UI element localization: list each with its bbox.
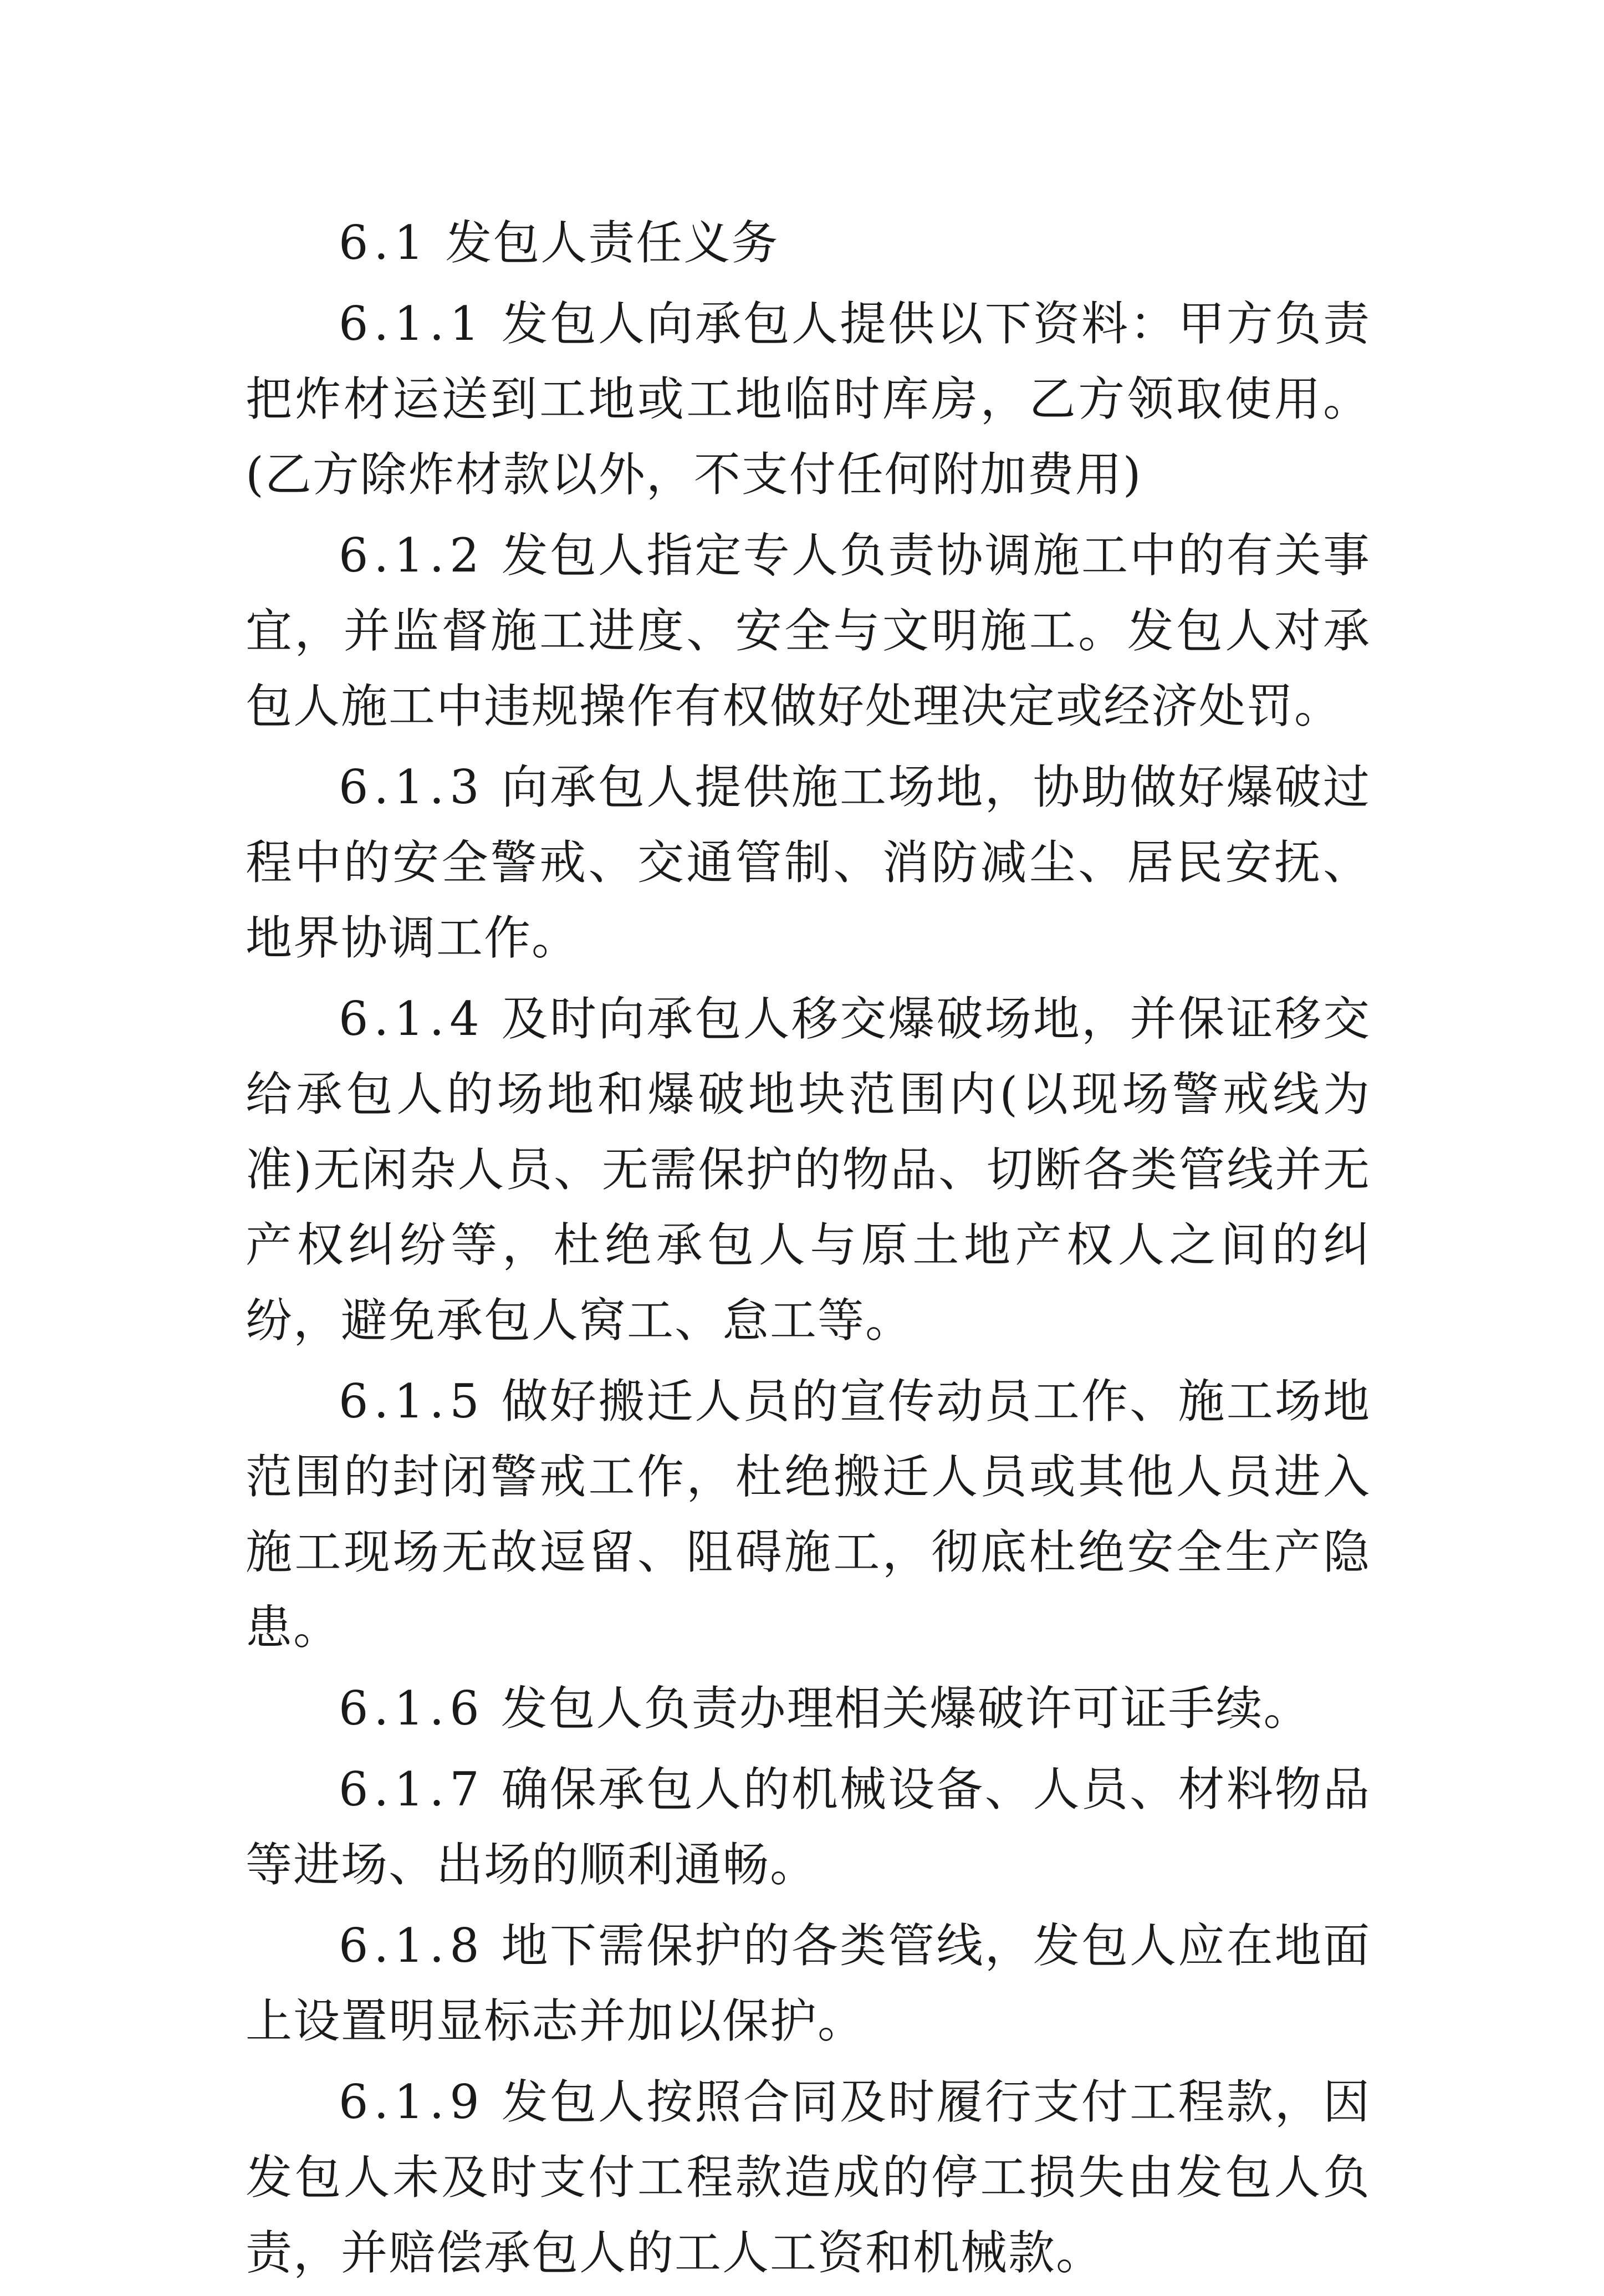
section-heading bbox=[246, 205, 1371, 280]
clause-text: 发包人指定专人负责协调施工中的有关事宜，并监督施工进度、安全与文明施工。发包人对承包人施工中违规操作有权做好处理决定或经济处罚。 bbox=[246, 528, 1371, 733]
clause-number: 6.1.1 bbox=[339, 297, 485, 351]
clause-text: 确保承包人的机械设备、人员、材料物品等进场、出场的顺利通畅。 bbox=[246, 1762, 1371, 1892]
clause-paragraph bbox=[246, 1364, 1371, 1665]
clause-paragraph bbox=[246, 981, 1371, 1358]
clause-paragraph bbox=[246, 749, 1371, 976]
clause-paragraph bbox=[246, 2064, 1371, 2290]
clause-number: 6.1.8 bbox=[339, 1919, 485, 1973]
clause-paragraph bbox=[246, 518, 1371, 744]
clause-text: 发包人按照合同及时履行支付工程款，因发包人未及时支付工程款造成的停工损失由发包人负责，并赔偿承包人的工人工资和机械款。 bbox=[246, 2075, 1371, 2280]
clause-text: 向承包人提供施工场地，协助做好爆破过程中的安全警戒、交通管制、消防减尘、居民安抚、地界协调工作。 bbox=[246, 760, 1371, 965]
clause-number: 6.1.5 bbox=[339, 1374, 485, 1428]
document-body bbox=[246, 205, 1371, 2296]
clause-number: 6.1.7 bbox=[339, 1762, 485, 1817]
clause-number: 6.1.2 bbox=[339, 528, 485, 583]
clause-paragraph bbox=[246, 1671, 1371, 1746]
clause-number: 6.1.6 bbox=[339, 1681, 485, 1736]
clause-paragraph bbox=[246, 1752, 1371, 1902]
clause-number: 6.1.9 bbox=[339, 2075, 485, 2129]
clause-text: 及时向承包人移交爆破场地，并保证移交给承包人的场地和爆破地块范围内(以现场警戒线为准)无闲杂人员、无需保护的物品、切断各类管线并无产权纠纷等，杜绝承包人与原土地产权人之间的纠纷，避免承包人窝工、怠工等。 bbox=[246, 992, 1371, 1348]
clause-number: 6.1.4 bbox=[339, 992, 485, 1046]
clause-paragraph bbox=[246, 1908, 1371, 2059]
section-title: 发包人责任义务 bbox=[445, 216, 779, 270]
section-number: 6.1 bbox=[339, 216, 430, 270]
clause-paragraph bbox=[246, 286, 1371, 512]
clause-number: 6.1.3 bbox=[339, 760, 485, 814]
clause-text: 地下需保护的各类管线，发包人应在地面上设置明显标志并加以保护。 bbox=[246, 1919, 1371, 2048]
clause-text: 做好搬迁人员的宣传动员工作、施工场地范围的封闭警戒工作，杜绝搬迁人员或其他人员进入施工现场无故逗留、阻碍施工，彻底杜绝安全生产隐患。 bbox=[246, 1374, 1371, 1655]
clause-text: 发包人负责办理相关爆破许可证手续。 bbox=[500, 1681, 1311, 1736]
clause-text: 发包人向承包人提供以下资料：甲方负责把炸材运送到工地或工地临时库房，乙方领取使用。(乙方除炸材款以外，不支付任何附加费用) bbox=[246, 297, 1371, 502]
